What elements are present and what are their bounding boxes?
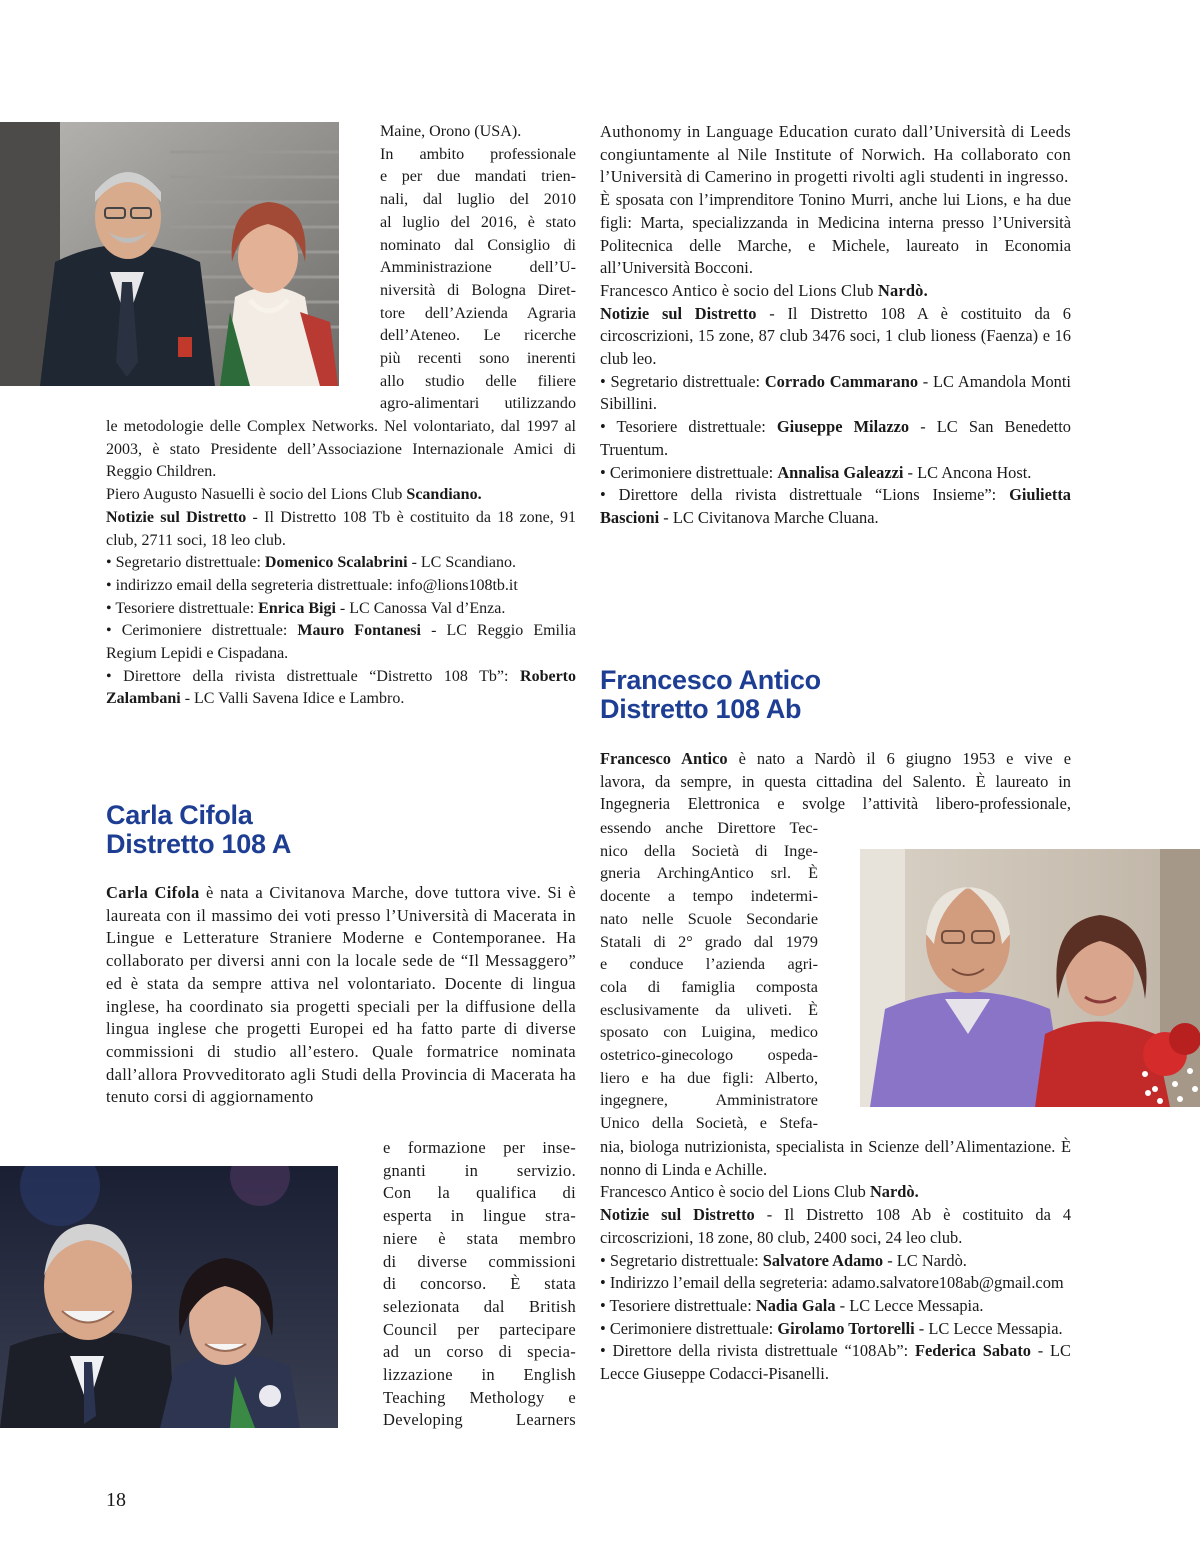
item-person: Girolamo Tortorelli <box>777 1318 915 1338</box>
item-role: • Segretario distrettuale: <box>600 371 765 391</box>
item-club: - LC Civitanova Marche Cluana. <box>659 507 879 527</box>
bio-text: è nata a Civitanova Marche, dove tuttora vive. Si è laureata con il massimo dei voti presso l’Università di Macerata in Lingue e Letterature Straniere Moderne e Contemporanee. Ha collaborato per diversi anni con la locale sede de “Il Messaggero” ed è stata da sempre attiva nel volontariato. Docente di lingua inglese, ha coordinato sia progetti speciali per la diffusione della lingua inglese che progetti Europei ed ha fatto parte di diverse commissioni di studio all’estero. Quale formatrice nominata dall’allora Provveditorato agli Studi della Provincia di Macerata ha tenuto corsi di aggiornamento <box>106 883 576 1107</box>
antico-bio-tail: nia, biologa nutrizionista, specialista in Scienze dell’Alimentazione. È nonno di Linda e Achille. <box>600 1137 1071 1179</box>
item-role: • Tesoriere distrettuale: <box>600 417 777 437</box>
cifola-family: È sposata con l’imprenditore Tonino Murri, anche lui Lions, e ha due figli: Marta, specializzanda in Medicina interna presso l’Università Politecnica delle Marche, e Michele, laureato in Economia all’Università Bocconi. <box>600 190 1071 278</box>
nasuelli-bio-tail: le metodologie delle Complex Networks. Nel volontariato, dal 1997 al 2003, è stato Presidente dell’Associazione Internazionale Amici di Reggio Children. <box>106 418 576 481</box>
cifola-club <box>600 280 1071 303</box>
photo-nasuelli-image <box>0 122 339 386</box>
text-line: gnanti in servizio. <box>383 1160 576 1180</box>
item-role: • Direttore della rivista distrettuale “Lions Insieme”: <box>600 485 1010 505</box>
text-line: lizzazione in English <box>383 1365 576 1385</box>
item-role: • Segretario distrettuale: <box>106 554 265 572</box>
photo-cifola <box>0 1166 338 1428</box>
item-person: Corrado Cammarano <box>764 371 919 391</box>
district-news-label: Notizie sul Distretto <box>600 1205 755 1225</box>
text-line: nato nelle Scuole Secondarie <box>600 909 818 928</box>
text-line: nali, dal luglio del 2010 <box>380 191 576 209</box>
text-line: tore dell’Azienda Agraria <box>380 304 576 322</box>
district-item <box>600 484 1071 529</box>
text-line: e per due mandati trien- <box>380 168 576 186</box>
item-role: • Indirizzo l’email della segreteria: adamo.salvatore108ab@gmail.com <box>600 1273 1064 1293</box>
text-line: e conduce l’azienda agri- <box>600 955 818 974</box>
item-person: Salvatore Adamo <box>762 1250 884 1270</box>
item-club: - LC Valli Savena Idice e Lambro. <box>180 690 405 708</box>
cifola-bio <box>106 882 576 1109</box>
text-line: esperta in lingue stra- <box>383 1206 576 1226</box>
person-name: Carla Cifola <box>106 883 200 902</box>
photo-cifola-image <box>0 1166 338 1428</box>
text-line: niversità di Bologna Diret- <box>380 281 576 299</box>
item-club: - LC Reggio Emilia Regium Lepidi e Cispadana. <box>106 622 576 663</box>
text-line: lavora, da sempre, in questa cittadina del Salento. È laureato in <box>600 771 1071 791</box>
text-line: di concorso. È stata <box>383 1274 576 1294</box>
club-name: Scandiano. <box>406 486 482 504</box>
nasuelli-bio-side <box>380 121 576 416</box>
text-line: dell’Ateneo. Le ricerche <box>380 327 576 345</box>
text-line: Unico della Società, e Stefa- <box>600 1114 818 1133</box>
cifola-district-news <box>600 303 1071 371</box>
item-club: - LC Lecce Messapia. <box>835 1295 984 1315</box>
district-news-text: - Il Distretto 108 A è costituito da 6 circoscrizioni, 15 zone, 87 club 3476 soci, 1 club lioness (Faenza) e 16 club leo. <box>600 303 1071 369</box>
item-person: Nadia Gala <box>755 1295 836 1315</box>
district-item <box>600 462 1071 485</box>
text-line: liero e ha due figli: Alberto, <box>600 1068 818 1087</box>
item-person: Mauro Fontanesi <box>297 622 421 640</box>
item-role: • Direttore della rivista distrettuale “Distretto 108 Tb”: <box>106 667 521 685</box>
text-line: niere è stata membro <box>383 1228 576 1248</box>
text-line: ad un corso di specia- <box>383 1342 576 1362</box>
district-item <box>106 598 576 621</box>
district-item <box>600 416 1071 461</box>
item-role: • Cerimoniere distrettuale: <box>600 462 778 482</box>
text-line: Developing Learners <box>383 1410 576 1430</box>
item-club: - LC Lecce Messapia. <box>914 1318 1063 1338</box>
item-role: • Tesoriere distrettuale: <box>600 1295 756 1315</box>
text-line: Amministrazione dell’U- <box>380 259 576 277</box>
text-line: al luglio del 2016, è stato <box>380 213 576 231</box>
cifola-bio-intro <box>106 882 576 1109</box>
text-line: di diverse commissioni <box>383 1251 576 1271</box>
text-line: cola di famiglia composta <box>600 977 818 996</box>
photo-antico <box>860 849 1200 1107</box>
district-item <box>106 575 576 598</box>
heading-name: Francesco Antico <box>600 665 821 695</box>
text-line: essendo anche Direttore Tec- <box>600 819 818 837</box>
heading-francesco-antico <box>600 666 821 724</box>
item-role: • indirizzo email della segreteria distrettuale: info@lions108tb.it <box>106 576 518 594</box>
bio-text: è nato a Nardò il 6 giugno 1953 e vive e <box>727 749 1071 768</box>
district-item <box>600 1340 1071 1385</box>
text-line: Ingegneria Elettronica e svolge l’attività libero-professionale, <box>600 794 1071 814</box>
district-item <box>600 1250 1071 1273</box>
text-line: agro-alimentari utilizzando <box>380 395 576 413</box>
item-role: • Tesoriere distrettuale: <box>106 599 259 617</box>
cifola-bio-cont: Authonomy in Language Education curato dall’Università di Leeds congiuntamente al Nile Institute of Norwich. Ha collaborato con l’Università di Camerino in progetti rivolti agli studenti in ingresso. <box>600 122 1071 187</box>
text-line: nico della Società di Inge- <box>600 841 818 860</box>
text-line: In ambito professionale <box>380 145 576 163</box>
text-line: sposato con Luigina, medico <box>600 1023 818 1042</box>
antico-district-news <box>600 1204 1071 1249</box>
text-line: Con la qualifica di <box>383 1183 576 1203</box>
club-name: Nardò. <box>877 280 928 300</box>
item-person: Federica Sabato <box>914 1341 1032 1361</box>
club-text: Francesco Antico è socio del Lions Club <box>600 280 878 300</box>
item-club: - LC Lecce Giuseppe Codacci-Pisanelli. <box>600 1341 1071 1384</box>
item-club: - LC Amandola Monti Sibillini. <box>600 371 1071 414</box>
district-news-text: - Il Distretto 108 Tb è costituito da 18 zone, 91 club, 2711 soci, 18 leo club. <box>106 508 577 549</box>
item-club: - LC Scandiano. <box>407 554 516 572</box>
item-person: Annalisa Galeazzi <box>777 462 904 482</box>
district-item <box>600 1318 1071 1341</box>
antico-bio-intro <box>600 748 1071 816</box>
person-name: Francesco Antico <box>600 749 728 768</box>
text-line: docente a tempo indetermi- <box>600 887 818 906</box>
text-line: allo studio delle filiere <box>380 372 576 390</box>
photo-nasuelli <box>0 122 339 386</box>
heading-district: Distretto 108 Ab <box>600 694 802 724</box>
nasuelli-bio-main <box>106 416 576 711</box>
item-role: • Cerimoniere distrettuale: <box>106 622 298 640</box>
club-text: Francesco Antico è socio del Lions Club <box>600 1182 870 1202</box>
item-club: - LC Canossa Val d’Enza. <box>335 599 506 617</box>
text-line: ostetrico-ginecologo ospeda- <box>600 1046 818 1065</box>
item-person: Domenico Scalabrini <box>264 554 408 572</box>
district-item <box>106 620 576 665</box>
text-line: Council per partecipare <box>383 1319 576 1339</box>
item-person: Giuseppe Milazzo <box>776 417 910 437</box>
cifola-bio-side <box>383 1137 576 1432</box>
text-line: Teaching Methology e <box>383 1387 576 1407</box>
item-club: - LC Nardò. <box>883 1250 967 1270</box>
item-club: - LC San Benedetto Truentum. <box>600 417 1071 459</box>
antico-bio-side <box>600 817 818 1135</box>
club-text: Piero Augusto Nasuelli è socio del Lions Club <box>106 486 407 504</box>
text-line: nominato dal Consiglio di <box>380 236 576 254</box>
heading-district: Distretto 108 A <box>106 829 292 859</box>
item-club: - LC Ancona Host. <box>903 462 1032 482</box>
item-role: • Cerimoniere distrettuale: <box>600 1318 778 1338</box>
district-item <box>600 1295 1071 1318</box>
text-line: selezionata dal British <box>383 1296 576 1316</box>
club-name: Nardò. <box>869 1182 919 1202</box>
photo-antico-image <box>860 849 1200 1107</box>
district-item <box>106 552 576 575</box>
heading-name: Carla Cifola <box>106 800 253 830</box>
text-line: Maine, Orono (USA). <box>380 123 522 140</box>
antico-bio-main <box>600 1136 1071 1386</box>
item-person: Giulietta Bascioni <box>600 485 1071 527</box>
district-news-label: Notizie sul Distretto <box>600 303 757 323</box>
text-line: Statali di 2° grado dal 1979 <box>600 932 818 951</box>
cifola-bio-continued <box>600 121 1071 530</box>
district-news-text: - Il Distretto 108 Ab è costituito da 4 circoscrizioni, 18 zone, 80 club, 2400 soci, 24 leo club. <box>600 1205 1072 1247</box>
antico-club <box>600 1181 1071 1204</box>
text-line: più recenti sono inerenti <box>380 350 576 368</box>
nasuelli-club <box>106 484 576 507</box>
heading-carla-cifola <box>106 801 291 859</box>
item-role: • Direttore della rivista distrettuale “108Ab”: <box>600 1341 915 1361</box>
district-item <box>106 666 576 711</box>
district-item <box>600 371 1071 416</box>
text-line: esclusivamente da uliveti. È <box>600 1000 818 1019</box>
item-role: • Segretario distrettuale: <box>600 1250 763 1270</box>
district-news-label: Notizie sul Distretto <box>106 508 247 526</box>
text-line: ingegnere, Amministratore <box>600 1091 818 1110</box>
item-person: Roberto Zalambani <box>106 667 576 708</box>
district-item <box>600 1272 1071 1295</box>
nasuelli-district-news <box>106 507 576 552</box>
page-number: 18 <box>106 1489 126 1511</box>
item-person: Enrica Bigi <box>258 599 336 617</box>
text-line <box>600 748 1071 771</box>
text-line: e formazione per inse- <box>383 1138 576 1157</box>
text-line: gneria ArchingAntico srl. È <box>600 864 818 883</box>
